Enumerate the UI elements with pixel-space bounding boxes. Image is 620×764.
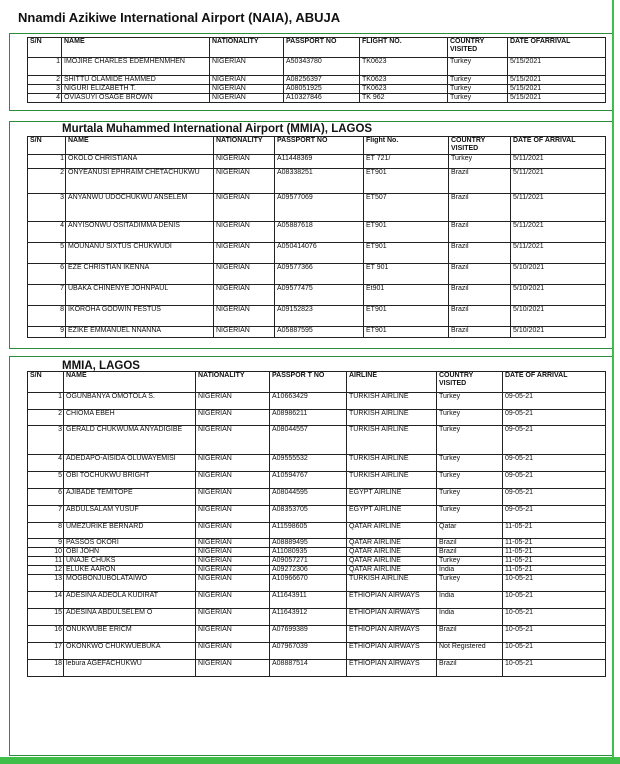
table-cell: 9 [28,327,66,338]
table-cell: TK0623 [360,76,448,85]
table-cell: OBI TOCHUKWU BRIGHT [64,472,196,489]
table-cell: NIGERIAN [210,85,284,94]
section1-title: Nnamdi Azikiwe International Airport (NAIA), ABUJA [18,10,341,25]
table-cell: ABDULSALAM YUSUF [64,506,196,523]
table-row [28,169,606,194]
table-cell: Turkey [449,155,511,169]
table-row [28,426,606,455]
table-cell: MOGBONJUBOLATAIWO [64,575,196,592]
table-cell: 5/11/2021 [511,222,606,243]
table-cell: 5/10/2021 [511,264,606,285]
table-cell: EGYPT AIRLINE [347,506,437,523]
table-cell: NIGERIAN [214,169,275,194]
table-cell: TURKISH AIRLINE [347,393,437,410]
table-row [28,566,606,575]
table-cell: AJIBADE TEMITOPE [64,489,196,506]
table-cell: 5/10/2021 [511,306,606,327]
table-cell: Brazil [449,327,511,338]
table-cell: 14 [28,592,64,609]
table-cell: OKONKWO CHUKWUEBUKA [64,643,196,660]
table-cell: 10-05-21 [503,643,606,660]
table-cell: A10594767 [270,472,347,489]
table-cell: 3 [28,426,64,455]
table-cell: 10-05-21 [503,575,606,592]
table-cell: NIGERIAN [196,643,270,660]
table-cell: 09-05-21 [503,472,606,489]
column-header: NATIONALITY [210,38,284,58]
table-cell: 10-05-21 [503,660,606,677]
column-header: NATIONALITY [214,137,275,155]
table-cell: A08051925 [284,85,360,94]
table-cell: Brazil [437,626,503,643]
table-cell: MOUNANU SIXTUS CHUKWUDI [66,243,214,264]
header-row [28,372,606,393]
table-cell: Turkey [437,575,503,592]
table-cell: NIGERIAN [196,660,270,677]
table-cell: Brazil [437,660,503,677]
table-row [28,327,606,338]
table-cell: 5/11/2021 [511,243,606,264]
table-cell: 09-05-21 [503,489,606,506]
table-cell: 5/15/2021 [508,58,606,76]
table-cell: ET507 [364,194,449,222]
table-cell: 10-05-21 [503,592,606,609]
table-row [28,222,606,243]
table-cell: Brazil [449,194,511,222]
table-cell: NIGERIAN [214,222,275,243]
table-row [28,306,606,327]
table-row [28,539,606,548]
table-cell: A11643911 [270,592,347,609]
table-cell: India [437,566,503,575]
table-cell: IKOROHA GODWIN FESTUS [66,306,214,327]
table-cell: NIGERIAN [214,243,275,264]
mmia-passenger-table [27,136,606,338]
table-cell: ET901 [364,243,449,264]
table-row [28,285,606,306]
table-cell: India [437,609,503,626]
column-header: NAME [64,372,196,393]
table-cell: 09-05-21 [503,393,606,410]
table-cell: ANYISONWU OSITADIMMA DENIS [66,222,214,243]
table-cell: NIGERIAN [196,455,270,472]
table-cell: Turkey [437,393,503,410]
table-cell: A10327846 [284,94,360,103]
table-cell: NIGERIAN [196,539,270,548]
table-row [28,455,606,472]
table-cell: Turkey [437,557,503,566]
table-cell: 10 [28,548,64,557]
column-header: DATE OF ARRIVAL [511,137,606,155]
table-row [28,489,606,506]
table-row [28,94,606,103]
table-cell: 11 [28,557,64,566]
table-cell: NIGERIAN [196,548,270,557]
table-row [28,548,606,557]
table-cell: Turkey [437,472,503,489]
table-cell: PASSOS OKORI [64,539,196,548]
table-cell: 5/15/2021 [508,85,606,94]
table-cell: A07699389 [270,626,347,643]
green-border-bottom [0,757,620,764]
table-cell: GERALD CHUKWUMA ANYADIGIBE [64,426,196,455]
table-cell: 1 [28,155,66,169]
table-cell: TURKISH AIRLINE [347,426,437,455]
table-cell: A09577069 [275,194,364,222]
table-cell: TK0623 [360,85,448,94]
table-cell: A09057271 [270,557,347,566]
table-cell: 09-05-21 [503,506,606,523]
table-cell: ADESINA ABDULSELEM O [64,609,196,626]
table-cell: Brazil [449,264,511,285]
table-cell: ETHIOPIAN AIRWAYS [347,592,437,609]
table-cell: A10663429 [270,393,347,410]
table-row [28,410,606,426]
table-row [28,643,606,660]
table-cell: 17 [28,643,64,660]
table-cell: TK 962 [360,94,448,103]
table-cell: Brazil [437,548,503,557]
table-cell: NIGERIAN [196,506,270,523]
table-cell: A08889495 [270,539,347,548]
table-cell: NIGERIAN [214,264,275,285]
table-cell: A08353705 [270,506,347,523]
table-row [28,523,606,539]
table-cell: 16 [28,626,64,643]
table-cell: 18 [28,660,64,677]
table-row [28,557,606,566]
column-header: DATE OFARRIVAL [508,38,606,58]
table-cell: OGUNBANYA OMOTOLA S. [64,393,196,410]
table-cell: NIGERIAN [196,426,270,455]
table-cell: QATAR AIRLINE [347,548,437,557]
table-cell: NIGERIAN [196,393,270,410]
table-cell: A09577366 [275,264,364,285]
table-cell: 5/10/2021 [511,327,606,338]
table-cell: 09-05-21 [503,426,606,455]
table-cell: 6 [28,264,66,285]
table-cell: ADEDAPO-AISIDA OLUWAYEMISI [64,455,196,472]
table-cell: 8 [28,306,66,327]
section3-title: MMIA, LAGOS [62,360,140,372]
table-cell: ADESINA ADEOLA KUDIRAT [64,592,196,609]
header-row [28,137,606,155]
table-cell: Turkey [437,426,503,455]
table-cell: NIGERIAN [214,155,275,169]
table-cell: 6 [28,489,64,506]
table-cell: QATAR AIRLINE [347,557,437,566]
table-cell: TURKISH AIRLINE [347,410,437,426]
table-cell: OKOLO CHRISTIANA [66,155,214,169]
table-cell: A08887514 [270,660,347,677]
table-cell: NIGERIAN [196,557,270,566]
table-cell: QATAR AIRLINE [347,539,437,548]
table-cell: Turkey [448,85,508,94]
table-cell: ET901 [364,327,449,338]
table-cell: EZE CHRISTIAN IKENNA [66,264,214,285]
column-header: NAME [62,38,210,58]
table-cell: Brazil [437,539,503,548]
table-cell: QATAR AIRLINE [347,566,437,575]
table-cell: 15 [28,609,64,626]
table-cell: A050414076 [275,243,364,264]
table-cell: NIGERIAN [196,472,270,489]
table-cell: 1 [28,393,64,410]
table-cell: EZIKE EMMANUEL NNANNA [66,327,214,338]
table-cell: Turkey [437,506,503,523]
column-header: S/N [28,137,66,155]
table-cell: 11-05-21 [503,548,606,557]
table-cell: 8 [28,523,64,539]
table-cell: 11-05-21 [503,539,606,548]
table-cell: 2 [28,410,64,426]
table-cell: TURKISH AIRLINE [347,455,437,472]
table-cell: 5/11/2021 [511,155,606,169]
table-cell: ETHIOPIAN AIRWAYS [347,626,437,643]
header-row [28,38,606,58]
table-cell: Brazil [449,243,511,264]
table-cell: A50343780 [284,58,360,76]
table-row [28,592,606,609]
table-cell: 2 [28,169,66,194]
table-cell: Turkey [448,76,508,85]
table-cell: ANYANWU UDOCHUKWU ANSELEM [66,194,214,222]
column-header: AIRLINE [347,372,437,393]
table-cell: 12 [28,566,64,575]
table-cell: 10-05-21 [503,609,606,626]
table-cell: 5/10/2021 [511,285,606,306]
table-cell: NIGERIAN [214,194,275,222]
table-cell: NIGERIAN [210,76,284,85]
table-cell: ETHIOPIAN AIRWAYS [347,660,437,677]
table-cell: A11598605 [270,523,347,539]
column-header: COUNTRY VISITED [449,137,511,155]
table-cell: IMOJIRE CHARLES EDEMHENMHEN [62,58,210,76]
table-cell: 13 [28,575,64,592]
column-header: DATE OF ARRIVAL [503,372,606,393]
table-cell: A10966670 [270,575,347,592]
table-row [28,155,606,169]
table-cell: UBAKA CHINENYE JOHNPAUL [66,285,214,306]
table-row [28,58,606,76]
table-cell: 2 [28,76,62,85]
column-header: S/N [28,38,62,58]
table-cell: EGYPT AIRLINE [347,489,437,506]
table-cell: NIGERIAN [196,592,270,609]
table-cell: 4 [28,222,66,243]
table-cell: ONYEANUSI EPHRAIM CHETACHUKWU [66,169,214,194]
table-cell: UNAJE CHUKS [64,557,196,566]
table-cell: Brazil [449,306,511,327]
table-cell: 11-05-21 [503,566,606,575]
table-row [28,76,606,85]
table-cell: 4 [28,94,62,103]
table-cell: UMEZURIKE BERNARD [64,523,196,539]
table-cell: 10-05-21 [503,626,606,643]
table-cell: Brazil [449,285,511,306]
table-cell: lebura AGEFACHUKWU [64,660,196,677]
table-cell: NIGERIAN [196,410,270,426]
table-cell: 3 [28,85,62,94]
table-cell: A11643912 [270,609,347,626]
table-cell: A08044557 [270,426,347,455]
table-cell: OVIASUYI OSAGE BROWN [62,94,210,103]
table-cell: 1 [28,58,62,76]
table-cell: ELUKE AARON [64,566,196,575]
column-header: Flight No. [364,137,449,155]
table-cell: ETHIOPIAN AIRWAYS [347,643,437,660]
table-cell: NIGERIAN [196,523,270,539]
table-cell: 09-05-21 [503,455,606,472]
table-row [28,660,606,677]
table-row [28,393,606,410]
table-cell: 7 [28,285,66,306]
table-cell: Et901 [364,285,449,306]
table-cell: TK0623 [360,58,448,76]
table-cell: 5 [28,243,66,264]
table-row [28,472,606,489]
table-cell: Brazil [449,169,511,194]
table-cell: 5/11/2021 [511,169,606,194]
table-cell: SHITTU OLAMIDE HAMMED [62,76,210,85]
table-cell: A07967039 [270,643,347,660]
table-cell: 11-05-21 [503,523,606,539]
table-cell: TURKISH AIRLINE [347,575,437,592]
table-row [28,506,606,523]
table-cell: Turkey [448,94,508,103]
table-cell: 4 [28,455,64,472]
table-cell: NIGURI ELIZABETH T. [62,85,210,94]
table-cell: ET 721/ [364,155,449,169]
table-row [28,85,606,94]
table-cell: ET901 [364,169,449,194]
table-cell: 3 [28,194,66,222]
table-cell: A11448369 [275,155,364,169]
table-cell: A09577475 [275,285,364,306]
table-cell: Qatar [437,523,503,539]
table-cell: NIGERIAN [214,306,275,327]
column-header: PASSPOR T NO [270,372,347,393]
section2-title: Murtala Muhammed International Airport (MMIA), LAGOS [62,123,373,135]
table-cell: A09152823 [275,306,364,327]
column-header: PASSPORT NO [284,38,360,58]
table-cell: NIGERIAN [196,575,270,592]
table-row [28,626,606,643]
table-cell: NIGERIAN [196,489,270,506]
table-cell: ET 901 [364,264,449,285]
table-row [28,575,606,592]
table-cell: NIGERIAN [210,58,284,76]
naia-passenger-table [27,37,606,103]
table-cell: Turkey [437,455,503,472]
table-cell: 5/11/2021 [511,194,606,222]
table-cell: Turkey [437,410,503,426]
table-cell: A08338251 [275,169,364,194]
table-cell: A05887595 [275,327,364,338]
table-cell: A08256397 [284,76,360,85]
table-cell: Turkey [437,489,503,506]
table-cell: Turkey [448,58,508,76]
table-cell: TURKISH AIRLINE [347,472,437,489]
table-cell: ET901 [364,222,449,243]
table-row [28,264,606,285]
table-cell: 11-05-21 [503,557,606,566]
table-cell: CHIOMA EBEH [64,410,196,426]
column-header: FLIGHT NO. [360,38,448,58]
column-header: NAME [66,137,214,155]
table-cell: ONUKWUBE ERICM [64,626,196,643]
column-header: COUNTRY VISITED [448,38,508,58]
table-cell: A08044595 [270,489,347,506]
table-cell: A11080935 [270,548,347,557]
table-row [28,243,606,264]
table-cell: Not Registered [437,643,503,660]
table-cell: NIGERIAN [196,566,270,575]
table-cell: 5/15/2021 [508,94,606,103]
table-cell: NIGERIAN [214,327,275,338]
table-cell: 7 [28,506,64,523]
column-header: S/N [28,372,64,393]
table-cell: A05887618 [275,222,364,243]
table-cell: 09-05-21 [503,410,606,426]
table-cell: ETHIOPIAN AIRWAYS [347,609,437,626]
table-cell: 5 [28,472,64,489]
table-cell: NIGERIAN [196,609,270,626]
mmia-lagos-passenger-table [27,371,606,677]
table-cell: QATAR AIRLINE [347,523,437,539]
table-row [28,194,606,222]
table-cell: NIGERIAN [196,626,270,643]
table-cell: A09555532 [270,455,347,472]
table-cell: OBI JOHN [64,548,196,557]
table-cell: Brazil [449,222,511,243]
table-cell: India [437,592,503,609]
column-header: PASSPORT NO [275,137,364,155]
column-header: COUNTRY VISITED [437,372,503,393]
green-border-right [612,0,614,757]
table-cell: A09272306 [270,566,347,575]
table-cell: NIGERIAN [214,285,275,306]
table-cell: A08986211 [270,410,347,426]
table-row [28,609,606,626]
table-cell: NIGERIAN [210,94,284,103]
table-cell: 5/15/2021 [508,76,606,85]
table-cell: 9 [28,539,64,548]
column-header: NATIONALITY [196,372,270,393]
table-cell: ET901 [364,306,449,327]
